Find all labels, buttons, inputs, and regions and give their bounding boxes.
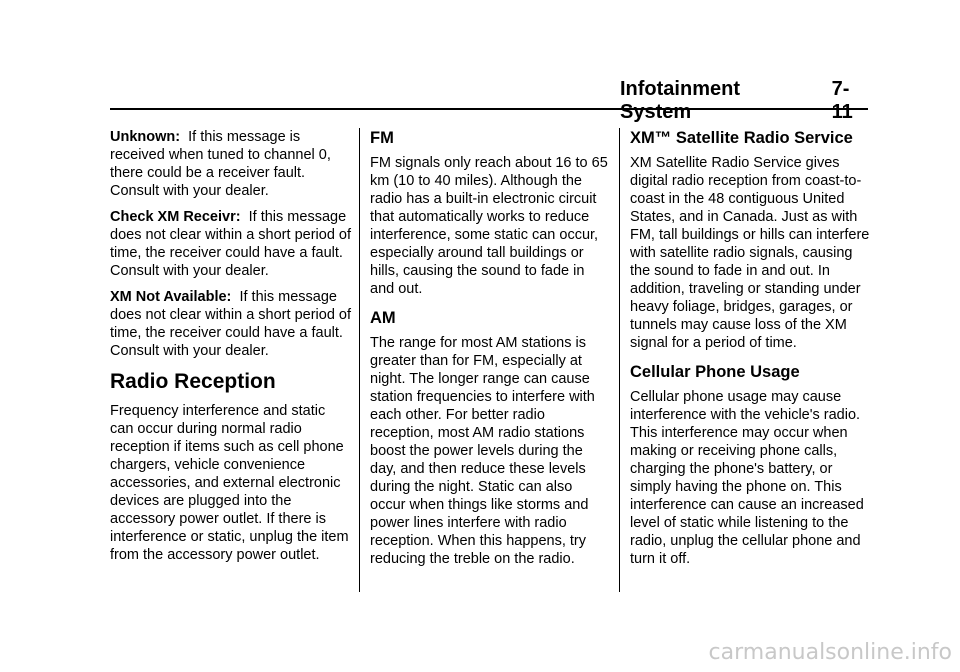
message-entry-xm-not-available xyxy=(110,288,352,360)
cellular-phone-text: Cellular phone usage may cause interference with the vehicle's radio. This interference may occur when making or receiving phone calls, charging the phone's battery, or simply having the phone on. This interference can cause an increased level of static while listening to the radio, unplug the cellular phone and turn it off. xyxy=(630,389,864,567)
watermark: carmanualsonline.info xyxy=(708,640,952,665)
radio-reception-heading: Radio Reception xyxy=(110,370,276,393)
page-number: 7-11 xyxy=(831,78,853,123)
column-2 xyxy=(370,128,610,576)
message-term: Unknown: xyxy=(110,129,181,145)
section-title: Infotainment System xyxy=(620,78,740,123)
am-heading: AM xyxy=(370,309,396,327)
fm-heading: FM xyxy=(370,129,394,147)
xm-satellite-text: XM Satellite Radio Service gives digital radio reception from coast-to-coast in the 48 contiguous United States, and in Canada. Just as with FM, tall buildings or hills can interfere with satellite radio signals, causing the sound to fade in and out. In addition, traveling or standing under heavy foliage, bridges, garages, or tunnels may cause loss of the XM signal for a period of time. xyxy=(630,155,870,351)
message-term: XM Not Available: xyxy=(110,289,232,305)
message-entry-unknown xyxy=(110,128,352,200)
column-divider xyxy=(619,128,620,592)
column-1 xyxy=(110,128,352,572)
header-rule xyxy=(110,108,868,110)
radio-reception-text: Frequency interference and static can occur during normal radio reception if items such as cell phone chargers, vehicle convenience accessories, and external electronic devices are plugged into the accessory power outlet. If there is interference or static, unplug the item from the accessory power outlet. xyxy=(110,403,349,563)
xm-satellite-heading: XM™ Satellite Radio Service xyxy=(630,129,853,147)
page-header xyxy=(620,78,868,123)
message-description: If this message does not clear within a short period of time, the receiver could have a fault. Consult with your dealer. xyxy=(110,209,351,279)
message-entry-check-xm xyxy=(110,208,352,280)
message-description: If this message does not clear within a short period of time, the receiver could have a fault. Consult with your dealer. xyxy=(110,289,351,359)
message-term: Check XM Receivr: xyxy=(110,209,241,225)
column-divider xyxy=(359,128,360,592)
am-text: The range for most AM stations is greater than for FM, especially at night. The longer range can cause station frequencies to interfere with each other. For better radio reception, most AM radio stations boost the power levels during the day, and then reduce these levels during the night. Static can also occur when things like storms and power lines interfere with radio reception. When this happens, try reducing the treble on the radio. xyxy=(370,335,595,567)
message-description: If this message is received when tuned to channel 0, there could be a receiver fault. Consult with your dealer. xyxy=(110,129,331,199)
fm-text: FM signals only reach about 16 to 65 km (10 to 40 miles). Although the radio has a built-in electronic circuit that automatically works to reduce interference, some static can occur, especially around tall buildings or hills, causing the sound to fade in and out. xyxy=(370,155,608,297)
cellular-phone-heading: Cellular Phone Usage xyxy=(630,363,800,381)
column-3 xyxy=(630,128,870,576)
